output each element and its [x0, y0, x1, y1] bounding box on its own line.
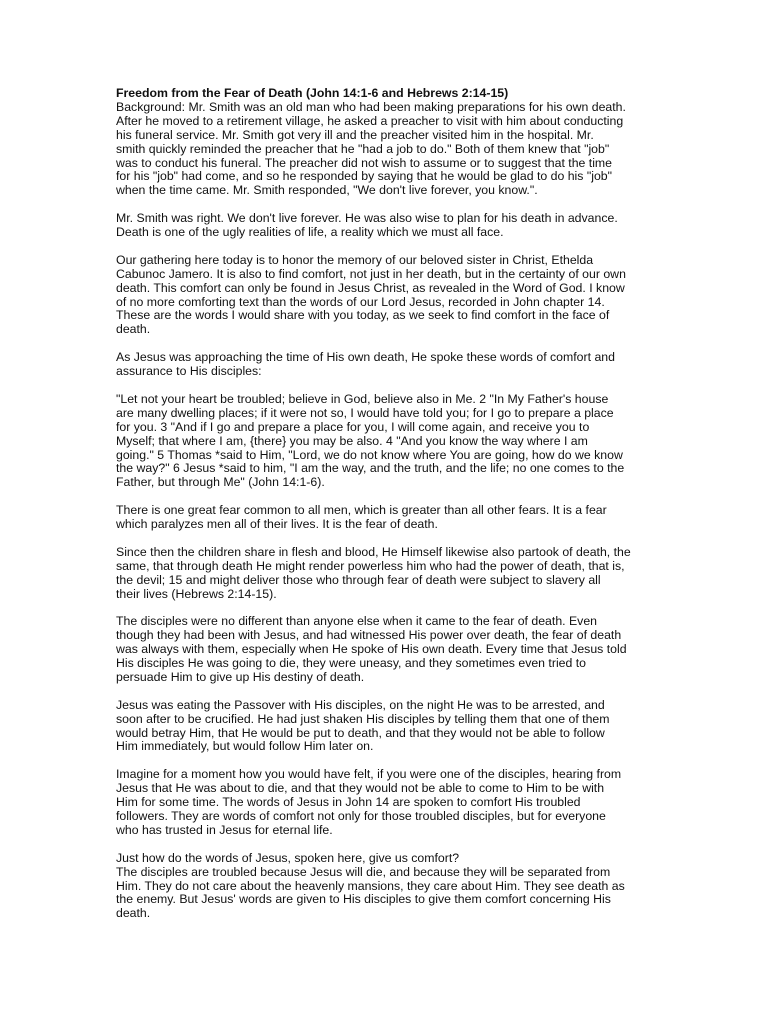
paragraph-11: Just how do the words of Jesus, spoken here, give us comfort? The disciples are troubled because Jesus will die, and because they will be separated from Him. They do not care about the heavenly mansions, they care about Him. They see death as the enemy. But Jesus' words are given to His disciples to give them comfort concerning His death. [116, 850, 625, 921]
paragraph-9: Jesus was eating the Passover with His disciples, on the night He was to be arrested, and soon after to be crucified. He had just shaken His disciples by telling them that one of them would betray Him, that He would be put to death, and that they would not be able to follow Him immediately, but would follow Him later on. [116, 697, 610, 754]
document-body [116, 87, 656, 935]
paragraph-8: The disciples were no different than anyone else when it came to the fear of death. Even though they had been with Jesus, and had witnessed His power over death, the fear of death was always with them, especially when He spoke of His own death. Every time that Jesus told His disciples He was going to die, they were uneasy, and they sometimes even tried to persuade Him to give up His destiny of death. [116, 614, 627, 684]
paragraph-7: Since then the children share in flesh and blood, He Himself likewise also partook of death, the same, that through death He might render powerless him who had the power of death, that is, the devil; 15 and might deliver those who through fear of death were subject to slavery all their lives (Hebrews 2:14-15). [116, 544, 631, 601]
paragraph-5: "Let not your heart be troubled; believe in God, believe also in Me. 2 "In My Father's house are many dwelling places; if it were not so, I would have told you; for I go to prepare a place for you. 3 "And if I go and prepare a place for you, I will come again, and receive you to Myself; that where I am, {there} you may be also. 4 "And you know the way where I am going." 5 Thomas *said to Him, "Lord, we do not know where You are going, how do we know the way?" 6 Jesus *said to him, "I am the way, and the truth, and the life; no one comes to the Father, but through Me" (John 14:1-6). [116, 391, 625, 490]
paragraph-3: Our gathering here today is to honor the memory of our beloved sister in Christ, Ethelda Cabunoc Jamero. It is also to find comfort, not just in her death, but in the certainty of our own death. This comfort can only be found in Jesus Christ, as revealed in the Word of God. I know of no more comforting text than the words of our Lord Jesus, recorded in John chapter 14. These are the words I would share with you today, as we seek to find comfort in the face of death. [116, 252, 626, 337]
paragraph-2: Mr. Smith was right. We don't live forever. He was also wise to plan for his death in advance. Death is one of the ugly realities of life, a reality which we must all face. [116, 211, 618, 240]
paragraph-10: Imagine for a moment how you would have felt, if you were one of the disciples, hearing from Jesus that He was about to die, and that they would not be able to come to Him to be with Him for some time. The words of Jesus in John 14 are spoken to comfort His troubled followers. They are words of comfort not only for those troubled disciples, but for everyone who has trusted in Jesus for eternal life. [116, 767, 622, 837]
paragraph-1 [116, 87, 656, 198]
document-title: Freedom from the Fear of Death (John 14:1-6 and Hebrews 2:14-15) [116, 86, 509, 100]
paragraph-6: There is one great fear common to all men, which is greater than all other fears. It is a fear which paralyzes men all of their lives. It is the fear of death. [116, 503, 607, 532]
paragraph-4: As Jesus was approaching the time of His own death, He spoke these words of comfort and assurance to His disciples: [116, 350, 615, 379]
paragraph-1-text: Background: Mr. Smith was an old man who had been making preparations for his own death. After he moved to a retirement village, he asked a preacher to visit with him about conducting his funeral service. Mr. Smith got very ill and the preacher visited him in the hospital. Mr. smith quickly reminded the preacher that he "had a job to do." Both of them knew that "job" was to conduct his funeral. The preacher did not wish to assume or to suggest that the time for his "job" had come, and so he responded by saying that he would be glad to do his "job" when the time came. Mr. Smith responded, "We don't live forever, you know.". [116, 99, 626, 198]
